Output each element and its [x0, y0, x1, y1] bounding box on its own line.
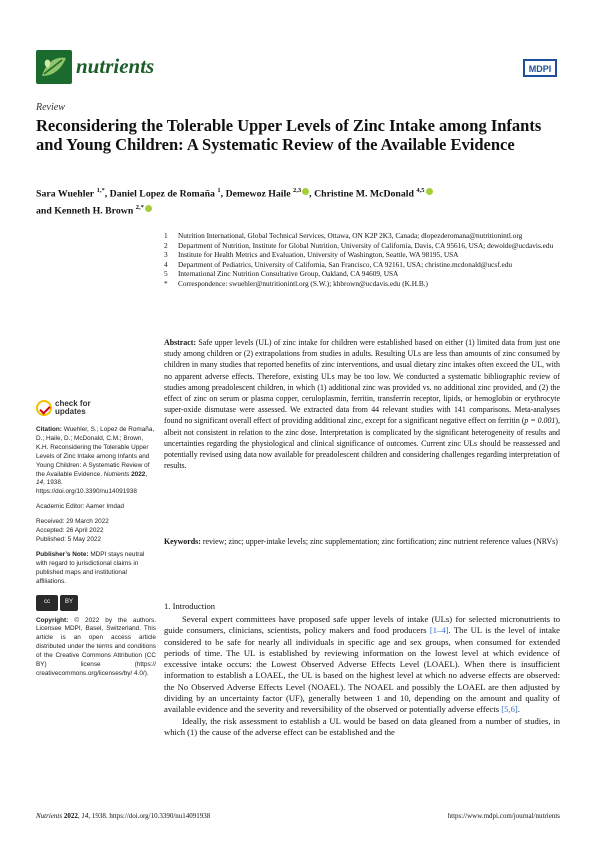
- introduction-body: [164, 614, 560, 738]
- orcid-icon[interactable]: [145, 205, 152, 212]
- journal-header: [36, 50, 560, 90]
- author-name: Christine M. McDonald: [314, 188, 414, 200]
- publisher-note: Publisher’s Note: MDPI stays neutral with regard to jurisdictional claims in published maps and institutional affiliations.: [36, 550, 145, 585]
- article-type: Review: [36, 102, 65, 113]
- nutrients-logo-icon: [36, 50, 72, 84]
- received-date: Received: 29 March 2022: [36, 518, 109, 526]
- copyright: Copyright: © 2022 by the authors. Licensee MDPI, Basel, Switzerland. This article is an open access article distributed under the terms and conditions of the Creative Commons Attribution (CC BY) license (https:// creativecommons.org/licenses/by/ 4.0/).: [36, 616, 156, 677]
- academic-editor: Academic Editor: Aamer Imdad: [36, 503, 125, 511]
- orcid-icon[interactable]: [302, 188, 309, 195]
- publisher-label: MDPI: [528, 64, 552, 74]
- mdpi-logo-icon: [520, 56, 560, 80]
- sidebar-metadata: [36, 400, 156, 685]
- article-title: Reconsidering the Tolerable Upper Levels of Zinc Intake among Infants and Young Children: A Systematic Review of the Available Evidence: [36, 116, 542, 154]
- citation: Citation: Wuehler, S.; Lopez de Romaña, D.; Haile, D.; McDonald, C.M.; Brown, K.H. Reconsidering the Tolerable Upper Levels of Zinc Intake among Infants and Young Children: A Systematic Review of the Available Evidence. Nutrients 2022, 14, 1938. https://doi.org/10.3390/nu14091938: [36, 426, 155, 496]
- orcid-icon[interactable]: [426, 188, 433, 195]
- author-name: Demewoz Haile: [225, 188, 291, 200]
- abstract: Abstract: Safe upper levels (UL) of zinc intake for children were established based on either (1) limited data from just one study among children or (2) extrapolations from studies in adults. Resulting ULs are less than amounts of zinc consumed by children in many studies that reported benefits of zinc interventions, and usual dietary zinc intakes often exceed the UL, with no apparent adverse effects. Therefore, existing ULs may be too low. We conducted a systematic bibliographic review of studies among preadolescent children, in which (1) additional zinc was provided vs. no additional zinc provided, and (2) the effect of zinc on serum or plasma copper, ceruloplasmin, ferritin, transferrin receptor, lipids, or hemoglobin or erythrocyte super-oxide dismutase were assessed. We extracted data from 44 relevant studies with 141 comparisons. Meta-analyses found no significant overall effect of providing additional zinc, except for a significant negative effect on ferritin (p = 0.001), albeit not consistent in relation to the zinc dose. Interpretation is complicated by the significant heterogeneity of results and uncertainties regarding the physiological and clinical significance of outcomes. Current zinc ULs should be reassessed and potentially revised using data now available for preadolescent children and considering challenges regarding interpretation of results.: [164, 338, 560, 471]
- check-updates-icon: [36, 400, 52, 416]
- check-for-updates-button[interactable]: check for updates: [36, 400, 156, 416]
- author-name: Kenneth H. Brown: [54, 205, 134, 217]
- journal-url-link[interactable]: https://www.mdpi.com/journal/nutrients: [447, 812, 560, 820]
- cc-icon: cc: [36, 595, 58, 611]
- citation-link[interactable]: [1–4]: [429, 625, 449, 636]
- correspondence: * Correspondence: swuehler@nutritionintl.org (S.W.); khbrown@ucdavis.edu (K.H.B.): [164, 278, 428, 288]
- author-name: Sara Wuehler: [36, 188, 95, 200]
- cc-by-badge[interactable]: [36, 595, 156, 611]
- section-heading: 1. Introduction: [164, 601, 216, 611]
- page-footer: [36, 812, 560, 820]
- keywords: Keywords: review; zinc; upper-intake levels; zinc supplementation; zinc fortification; zinc nutrient reference values (NRVs): [164, 537, 558, 546]
- affiliation: 2 Department of Nutrition, Institute for Global Nutrition, University of California, Davis, CA 95616, USA; dewolde@ucdavis.edu: [164, 240, 554, 250]
- author-list: Sara Wuehler $^{1,*}$, Daniel Lopez de Romaña $^1$, Demewoz Haile $^{2,3}$ , Christine M. McDonald $^{4,5}$ and Kenneth H. Brown $^{2,*}$: [36, 184, 560, 218]
- affiliations: [164, 231, 560, 289]
- accepted-date: Accepted: 26 April 2022: [36, 527, 104, 535]
- author-name: Daniel Lopez de Romaña: [109, 188, 215, 200]
- paragraph: Ideally, the risk assessment to establish a UL would be based on data gleaned from a number of studies, in which (1) the cause of the adverse effect can be established and the: [164, 715, 560, 737]
- affiliation: 4 Department of Pediatrics, University of California, San Francisco, CA 92161, USA; christine.mcdonald@ucsf.edu: [164, 259, 512, 269]
- by-icon: BY: [60, 595, 78, 611]
- citation-link[interactable]: [5,6]: [501, 704, 518, 715]
- footer-citation: Nutrients 2022, 14, 1938. https://doi.org/10.3390/nu14091938: [36, 812, 211, 820]
- published-date: Published: 5 May 2022: [36, 535, 102, 543]
- journal-name: nutrients: [76, 54, 155, 78]
- affiliation: 5 International Zinc Nutrition Consultative Group, Oakland, CA 94609, USA: [164, 269, 399, 279]
- paragraph: Several expert committees have proposed safe upper levels of intake (ULs) for selected micronutrients to guide consumers, clinicians, scientists, policy makers and food producers [1–4]. The UL is the level of intake considered to be safe for nearly all individuals in specific age and sex groups, when consumed for extended periods of time. The UL is established by reviewing information on the lowest level at which evidence of excessive intake occurs: the Lowest Observed Adverse Effects Level (LOAEL). When there is insufficient information to establish a LOAEL, the UL is based on the highest level at which no adverse effects are observed: the No Observed Adverse Effects Level (NOAEL). The NOAEL and possibly the LOAEL are then adjusted by dividing by an uncertainty factor (UF), generally between 1 and 10, depending on the amount and quality of available evidence and the severity and reversibility of the observed or potentially adverse effects [5,6].: [164, 614, 560, 715]
- affiliation: 3 Institute for Health Metrics and Evaluation, University of Washington, Seattle, WA 98195, USA: [164, 250, 459, 260]
- affiliation: 1 Nutrition International, Global Technical Services, Ottawa, ON K2P 2K3, Canada; dlopezderomana@nutritionintl.org: [164, 231, 523, 240]
